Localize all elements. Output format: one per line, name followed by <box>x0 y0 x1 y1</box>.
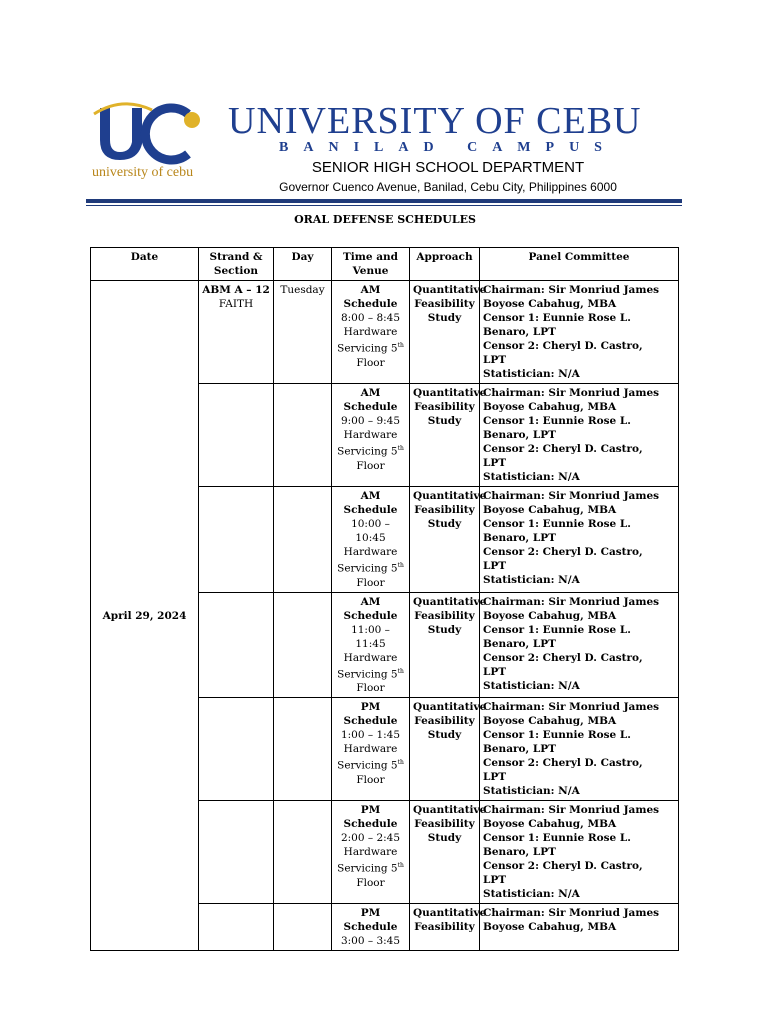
time-venue-cell: AM Schedule 10:00 – 10:45 Hardware Servicing 5th Floor <box>332 487 410 593</box>
panel-cell: Chairman: Sir Monriud James Boyose Cabahug, MBA Censor 1: Eunnie Rose L. Benaro, LPT Censor 2: Cheryl D. Castro, LPT Statistician: N/A <box>480 487 679 593</box>
column-header-date: Date <box>91 248 199 281</box>
address: Governor Cuenco Avenue, Banilad, Cebu City, Philippines 6000 <box>279 180 617 194</box>
column-header-time: Time and Venue <box>332 248 410 281</box>
column-header-panel: Panel Committee <box>480 248 679 281</box>
panel-cell: Chairman: Sir Monriud James Boyose Cabahug, MBA Censor 1: Eunnie Rose L. Benaro, LPT Censor 2: Cheryl D. Castro, LPT Statistician: N/A <box>480 281 679 384</box>
column-header-day: Day <box>274 248 332 281</box>
approach-cell: Quantitative Feasibility <box>410 904 480 951</box>
strand-cell <box>199 384 274 487</box>
panel-cell: Chairman: Sir Monriud James Boyose Cabahug, MBA Censor 1: Eunnie Rose L. Benaro, LPT Censor 2: Cheryl D. Castro, LPT Statistician: N/A <box>480 592 679 698</box>
venue-line: Servicing 5th <box>337 342 404 355</box>
strand-cell <box>199 281 274 384</box>
date-cell: April 29, 2024 <box>91 281 199 951</box>
time-range: 8:00 – 8:45 <box>340 312 401 324</box>
day-cell <box>274 698 332 801</box>
university-name: UNIVERSITY OF CEBU <box>228 100 642 142</box>
panel-cell: Chairman: Sir Monriud James Boyose Cabahug, MBA Censor 1: Eunnie Rose L. Benaro, LPT Censor 2: Cheryl D. Castro, LPT Statistician: N/A <box>480 384 679 487</box>
approach-cell: Quantitative Feasibility Study <box>410 384 480 487</box>
strand: ABM A – 12 <box>202 284 270 296</box>
strand-cell <box>199 592 274 698</box>
strand-cell <box>199 698 274 801</box>
campus-name: BANILAD CAMPUS <box>279 140 617 155</box>
panel-cell: Chairman: Sir Monriud James Boyose Cabahug, MBA Censor 1: Eunnie Rose L. Benaro, LPT Censor 2: Cheryl D. Castro, LPT Statistician: N/A <box>480 698 679 801</box>
time-venue-cell: AM Schedule 9:00 – 9:45 Hardware Servicing 5th Floor <box>332 384 410 487</box>
schedule-label: AM Schedule <box>343 284 398 310</box>
column-header-strand: Strand & Section <box>199 248 274 281</box>
department-name: SENIOR HIGH SCHOOL DEPARTMENT <box>311 159 585 176</box>
approach-cell: Quantitative Feasibility Study <box>410 698 480 801</box>
university-logo <box>92 100 222 180</box>
header-divider-thin <box>86 205 682 206</box>
day-cell <box>274 487 332 593</box>
approach-cell: Quantitative Feasibility Study <box>410 281 480 384</box>
panel-cell: Chairman: Sir Monriud James Boyose Cabahug, MBA <box>480 904 679 951</box>
venue-line: Hardware <box>343 326 398 338</box>
uc-logo-mark <box>92 100 222 180</box>
panel-cell: Chairman: Sir Monriud James Boyose Cabahug, MBA Censor 1: Eunnie Rose L. Benaro, LPT Censor 2: Cheryl D. Castro, LPT Statistician: N/A <box>480 801 679 904</box>
time-venue-cell: PM Schedule 3:00 – 3:45 <box>332 904 410 951</box>
table-header-row <box>91 248 679 281</box>
document-title: ORAL DEFENSE SCHEDULES <box>294 213 476 226</box>
table-row <box>91 281 679 384</box>
strand-cell <box>199 904 274 951</box>
time-venue-cell: AM Schedule 11:00 – 11:45 Hardware Servicing 5th Floor <box>332 592 410 698</box>
header-divider <box>86 199 682 203</box>
approach-cell: Quantitative Feasibility Study <box>410 487 480 593</box>
day-cell <box>274 904 332 951</box>
approach-cell: Quantitative Feasibility Study <box>410 592 480 698</box>
time-venue-cell: PM Schedule 1:00 – 1:45 Hardware Servicing 5th Floor <box>332 698 410 801</box>
venue-line: Floor <box>356 356 385 369</box>
time-venue-cell: PM Schedule 2:00 – 2:45 Hardware Servicing 5th Floor <box>332 801 410 904</box>
svg-text:university of cebu: university of cebu <box>92 165 194 180</box>
strand-cell <box>199 801 274 904</box>
column-header-approach: Approach <box>410 248 480 281</box>
day-cell <box>274 384 332 487</box>
day-cell <box>274 592 332 698</box>
section: FAITH <box>218 298 254 310</box>
time-venue-cell <box>332 281 410 384</box>
day-cell: Tuesday <box>274 281 332 384</box>
day-cell <box>274 801 332 904</box>
approach-cell: Quantitative Feasibility Study <box>410 801 480 904</box>
schedule-table <box>90 247 679 951</box>
strand-cell <box>199 487 274 593</box>
